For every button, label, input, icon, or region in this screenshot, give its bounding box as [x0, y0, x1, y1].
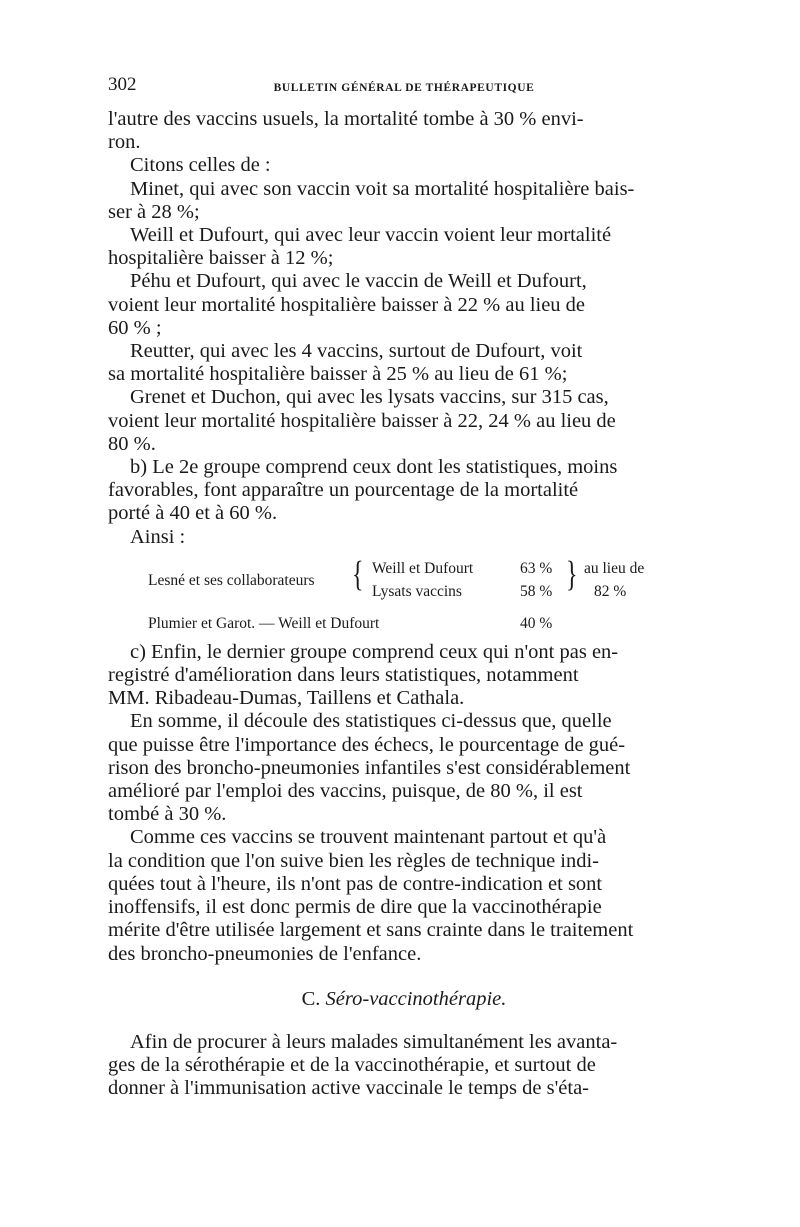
table-author: Lesné et ses collaborateurs — [148, 571, 315, 589]
section-heading — [108, 988, 700, 1011]
text-line: la condition que l'on suive bien les règles de technique indi- — [108, 849, 600, 872]
table-value: 63 % — [520, 559, 553, 577]
body-text — [108, 108, 700, 1101]
text-line: 80 %. — [108, 432, 156, 455]
table-vaccine: Lysats vaccins — [372, 582, 462, 600]
text-line: voient leur mortalité hospitalière baisser à 22, 24 % au lieu de — [108, 409, 616, 432]
text-line: MM. Ribadeau-Dumas, Taillens et Cathala. — [108, 687, 465, 710]
text-line: Minet, qui avec son vaccin voit sa mortalité hospitalière bais- — [130, 177, 635, 200]
page-number: 302 — [108, 74, 137, 95]
right-brace: } — [566, 555, 578, 595]
text-line: En somme, il découle des statistiques ci-dessus que, quelle — [130, 710, 612, 733]
text-line: Reutter, qui avec les 4 vaccins, surtout de Dufourt, voit — [130, 340, 583, 363]
book-page — [108, 74, 700, 1101]
text-line: registré d'amélioration dans leurs statistiques, notamment — [108, 664, 579, 687]
text-line: porté à 40 et à 60 %. — [108, 502, 278, 525]
text-line: Comme ces vaccins se trouvent maintenant partout et qu'à — [130, 826, 607, 849]
text-line: Péhu et Dufourt, qui avec le vaccin de Weill et Dufourt, — [130, 270, 587, 293]
text-line: rison des broncho-pneumonies infantiles s'est considérablement — [108, 756, 631, 779]
text-line: ser à 28 %; — [108, 200, 200, 223]
left-brace: { — [352, 555, 364, 595]
table-vaccine: Weill et Dufourt — [372, 559, 474, 577]
text-line: Citons celles de : — [130, 154, 271, 177]
running-head — [108, 74, 700, 108]
text-line: Ainsi : — [130, 525, 186, 548]
table-value: 58 % — [520, 582, 553, 600]
text-line: voient leur mortalité hospitalière baisser à 22 % au lieu de — [108, 293, 586, 316]
text-line: inoffensifs, il est donc permis de dire que la vaccinothérapie — [108, 896, 602, 919]
text-line: 60 % ; — [108, 316, 162, 339]
table-value: 40 % — [520, 614, 553, 632]
text-line: l'autre des vaccins usuels, la mortalité tombe à 30 % envi- — [108, 108, 584, 130]
section-title: Séro-vaccinothérapie. — [325, 987, 507, 1010]
text-line: hospitalière baisser à 12 %; — [108, 247, 334, 270]
results-table — [108, 555, 700, 641]
text-line: Afin de procurer à leurs malades simultanément les avanta- — [130, 1030, 618, 1053]
text-line: ron. — [108, 131, 141, 154]
text-line: amélioré par l'emploi des vaccins, puisque, de 80 %, il est — [108, 780, 583, 803]
text-line: c) Enfin, le dernier groupe comprend ceux qui n'ont pas en- — [130, 640, 619, 663]
table-author: Plumier et Garot. — Weill et Dufourt — [148, 614, 380, 632]
text-line: tombé à 30 %. — [108, 803, 227, 826]
table-reference-label: au lieu de — [584, 559, 645, 577]
text-line: Weill et Dufourt, qui avec leur vaccin voient leur mortalité — [130, 224, 612, 247]
text-line: favorables, font apparaître un pourcentage de la mortalité — [108, 479, 579, 502]
text-line: sa mortalité hospitalière baisser à 25 % au lieu de 61 %; — [108, 363, 568, 386]
text-line: quées tout à l'heure, ils n'ont pas de contre-indication et sont — [108, 872, 603, 895]
text-line: donner à l'immunisation active vaccinale le temps de s'éta- — [108, 1077, 589, 1100]
text-line: ges de la sérothérapie et de la vaccinothérapie, et surtout de — [108, 1054, 596, 1077]
text-line: Grenet et Duchon, qui avec les lysats vaccins, sur 315 cas, — [130, 386, 609, 409]
running-title: BULLETIN GÉNÉRAL DE THÉRAPEUTIQUE — [273, 82, 535, 94]
text-line: que puisse être l'importance des échecs, le pourcentage de gué- — [108, 733, 626, 756]
text-line: b) Le 2e groupe comprend ceux dont les statistiques, moins — [130, 456, 618, 479]
section-letter: C. — [301, 987, 321, 1010]
text-line: des broncho-pneumonies de l'enfance. — [108, 942, 422, 965]
table-reference-value: 82 % — [594, 582, 627, 600]
text-line: mérite d'être utilisée largement et sans crainte dans le traitement — [108, 919, 634, 942]
